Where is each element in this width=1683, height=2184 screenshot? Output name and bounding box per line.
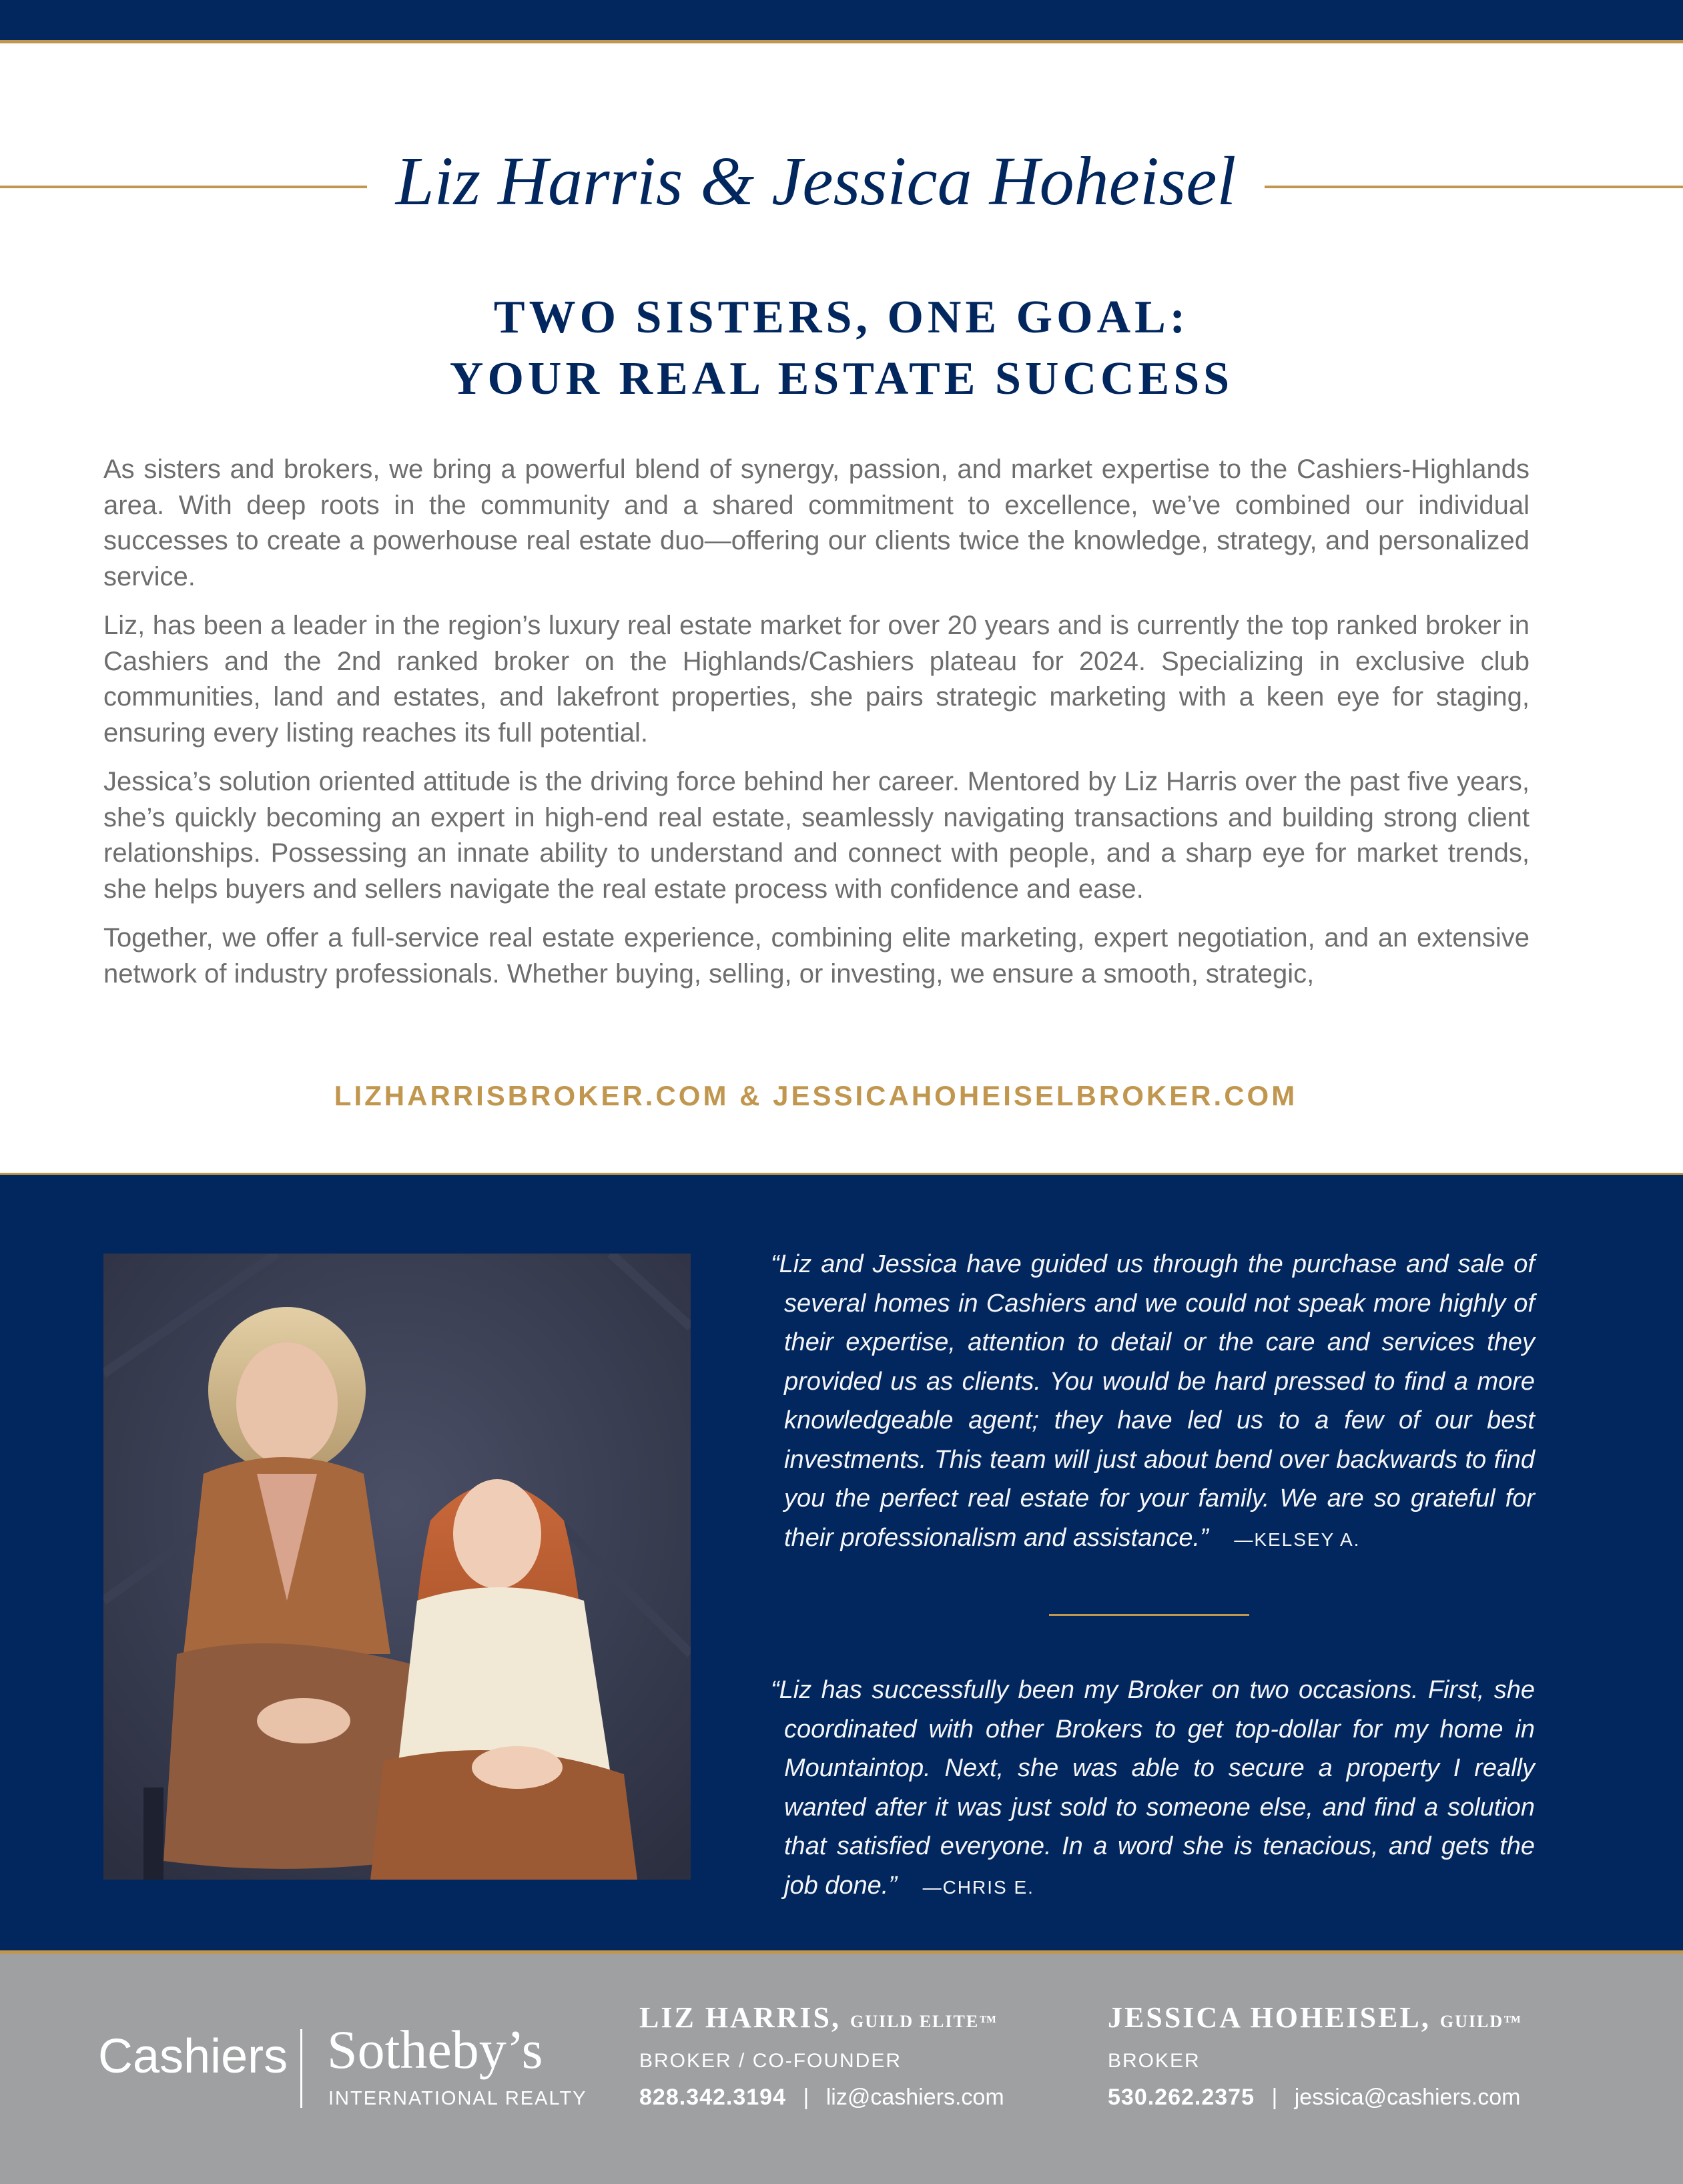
body-text — [103, 452, 1530, 1005]
title-rule-left — [0, 186, 367, 188]
agent-jessica-hoheisel — [1108, 1999, 1522, 2111]
paragraph-together: Together, we offer a full-service real estate experience, combining elite marketing, expert negotiation, and an extensive network of industry professionals. Whether buying, selling, or investing, we ensure a smooth, strategic, — [103, 923, 1530, 989]
agent-phone[interactable]: 530.262.2375 — [1108, 2085, 1255, 2110]
agent-guild: GUILD™ — [1439, 2012, 1523, 2031]
paragraph-liz: Liz, has been a leader in the region’s luxury real estate market for over 20 years and is currently the top ranked broker in Cashiers and the 2nd ranked broker on the Highlands/Cashiers plateau for 2024. Specializing in exclusive club communities, land and estates, and lakefront properties, she pairs strategic marketing with a keen eye for staging, ensuring every listing reaches its full potential. — [103, 611, 1530, 748]
agent-role: BROKER — [1108, 2050, 1201, 2072]
agent-name-text: JESSICA HOHEISEL, — [1108, 2001, 1431, 2034]
agent-name-text: LIZ HARRIS, — [639, 2001, 841, 2034]
testimonial-1-author: —KELSEY A. — [1234, 1529, 1361, 1550]
brand-cashiers-logo: Cashiers — [98, 2030, 288, 2083]
headline-line-1: TWO SISTERS, ONE GOAL: — [493, 292, 1190, 343]
agent-email[interactable]: jessica@cashiers.com — [1294, 2085, 1521, 2110]
testimonial-2-text: “Liz has successfully been my Broker on two occasions. First, she coordinated with other Brokers to get top-dollar for my home in Mountaintop. Next, she was able to secure a property I really wanted after it was just sold to someone else, and find a solution that satisfied everyone. In a word she is tenacious, and gets the job done.” — [771, 1676, 1535, 1900]
agent-name — [1108, 1999, 1522, 2040]
agent-phone[interactable]: 828.342.3194 — [639, 2085, 786, 2110]
agent-liz-harris — [639, 1999, 1004, 2111]
agent-guild: GUILD ELITE™ — [850, 2012, 998, 2031]
top-gold-rule — [0, 40, 1683, 43]
agent-role: BROKER / CO-FOUNDER — [639, 2050, 902, 2072]
testimonials — [767, 1245, 1535, 1907]
agent-contact — [639, 2085, 1004, 2111]
testimonial-1 — [767, 1245, 1535, 1559]
page-title: Liz Harris & Jessica Hoheisel — [395, 143, 1237, 220]
title-row — [0, 127, 1683, 247]
brand-divider — [300, 2029, 302, 2108]
agents-photo — [103, 1254, 691, 1880]
agent-email[interactable]: liz@cashiers.com — [825, 2085, 1004, 2110]
brand-international-realty: INTERNATIONAL REALTY — [328, 2088, 587, 2109]
brand-sothebys-logo: Sotheby’s — [327, 2019, 543, 2080]
title-rule-right — [1265, 186, 1683, 188]
testimonial-1-text: “Liz and Jessica have guided us through the purchase and sale of several homes in Cashiers and we could not speak more highly of their expertise, attention to detail or the care and services they provided us as clients. You would be hard pressed to find a more knowledgeable agent; they have led us to a few of our best investments. This team will just about bend over backwards to find you the perfect real estate for your family. We are so grateful for their professionalism and assistance.” — [771, 1250, 1535, 1552]
contact-separator: | — [1271, 2085, 1278, 2110]
paragraph-intro: As sisters and brokers, we bring a powerful blend of synergy, passion, and market expertise to the Cashiers-Highlands area. With deep roots in the community and a shared commitment to excellence, we’ve combined our individual successes to create a powerhouse real estate duo—offering our clients twice the knowledge, strategy, and personalized service. — [103, 455, 1530, 591]
contact-separator: | — [803, 2085, 809, 2110]
website-links[interactable]: LIZHARRISBROKER.COM & JESSICAHOHEISELBROKER.COM — [334, 1080, 1298, 1111]
agent-contact — [1108, 2085, 1522, 2111]
testimonial-divider — [1049, 1614, 1249, 1616]
testimonial-2-author: —CHRIS E. — [922, 1876, 1034, 1898]
headline — [0, 287, 1683, 410]
agent-name — [639, 1999, 1004, 2040]
paragraph-jessica: Jessica’s solution oriented attitude is the driving force behind her career. Mentored by Liz Harris over the past five years, she’s quickly becoming an expert in high-end real estate, seamlessly navigating transactions and building strong client relationships. Possessing an innate ability to understand and connect with people, and a sharp eye for market trends, she helps buyers and sellers navigate the real estate process with confidence and ease. — [103, 767, 1530, 904]
top-navy-bar — [0, 0, 1683, 40]
testimonial-2 — [767, 1671, 1535, 1907]
headline-line-2: YOUR REAL ESTATE SUCCESS — [449, 353, 1234, 404]
